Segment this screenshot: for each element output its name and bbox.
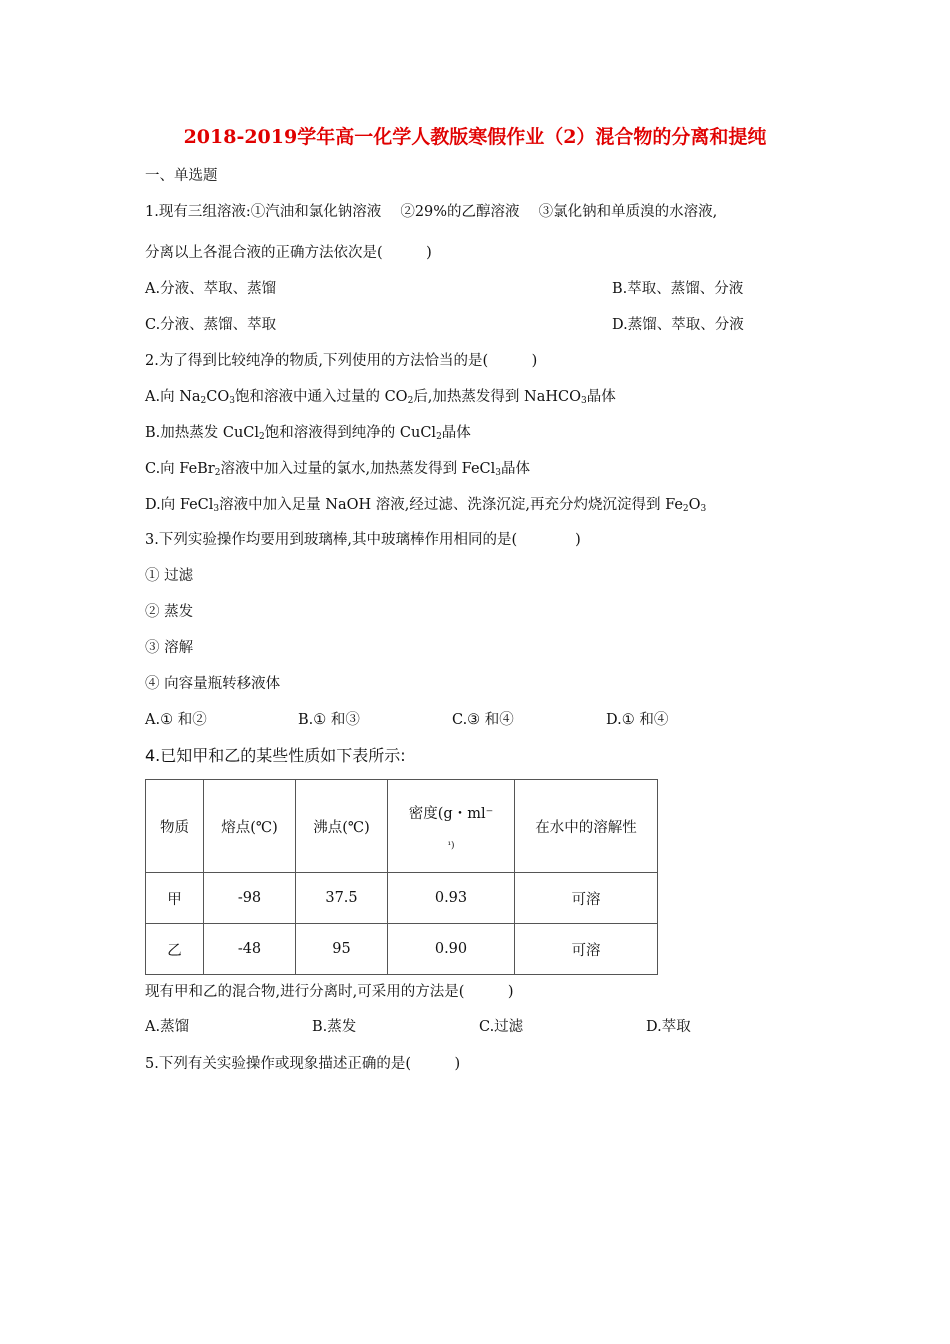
table-row — [146, 924, 658, 975]
q3-option-d: D.① 和④ — [606, 712, 669, 728]
q4-option-b: B.蒸发 — [312, 1019, 357, 1035]
table-cell: 0.90 — [388, 924, 515, 975]
properties-table — [145, 779, 658, 975]
q2-option-b: B.加热蒸发 CuCl$_2$饱和溶液得到纯净的 CuCl$_2$晶体 — [145, 425, 471, 442]
table-header-cell: 熔点(℃) — [204, 780, 296, 873]
document-title: 2018-2019学年高一化学人教版寒假作业（2）混合物的分离和提纯 — [183, 126, 767, 148]
table-cell: 甲 — [146, 873, 204, 924]
density-header-line2: ¹) — [447, 840, 455, 851]
q1-option-d: D.蒸馏、萃取、分液 — [612, 317, 744, 333]
q2-stem: 2.为了得到比较纯净的物质,下列使用的方法恰当的是( ) — [145, 353, 538, 369]
q2-option-a: A.向 $Na_2CO_3$饱和溶液中通入过量的 $CO_2$后,加热蒸发得到 NaHCO$_3$晶体 — [145, 389, 616, 406]
q4-stem: 4.已知甲和乙的某些性质如下表所示: — [145, 746, 406, 765]
table-cell: 0.93 — [388, 873, 515, 924]
table-header-cell — [388, 780, 515, 873]
q1-option-a: A.分液、萃取、蒸馏 — [145, 281, 277, 297]
q1-option-b: B.萃取、蒸馏、分液 — [612, 281, 744, 297]
table-cell: -98 — [204, 873, 296, 924]
table-cell: 可溶 — [515, 924, 658, 975]
q3-option-a: A.① 和② — [145, 712, 207, 728]
table-header-cell: 沸点(℃) — [296, 780, 388, 873]
section-heading: 一、单选题 — [145, 168, 218, 184]
q3-item-1: ① 过滤 — [145, 568, 194, 584]
table-cell: -48 — [204, 924, 296, 975]
table-header-cell: 在水中的溶解性 — [515, 780, 658, 873]
q4-followup: 现有甲和乙的混合物,进行分离时,可采用的方法是( ) — [145, 984, 514, 1000]
q2-option-d: D.向 FeCl$_3$溶液中加入足量 NaOH 溶液,经过滤、洗涤沉淀,再充分灼烧沉淀得到 $Fe_2O_3$ — [145, 497, 707, 514]
q3-stem: 3.下列实验操作均要用到玻璃棒,其中玻璃棒作用相同的是( ) — [145, 532, 581, 548]
density-header-line1: 密度(g・ml⁻ — [408, 805, 494, 822]
q1-option-c: C.分液、蒸馏、萃取 — [145, 317, 277, 333]
table-row — [146, 873, 658, 924]
table-header-row — [146, 780, 658, 873]
table-cell: 95 — [296, 924, 388, 975]
table-cell: 37.5 — [296, 873, 388, 924]
q4-option-a: A.蒸馏 — [145, 1019, 190, 1035]
q3-option-c: C.③ 和④ — [452, 712, 514, 728]
q3-option-b: B.① 和③ — [298, 712, 360, 728]
q2-option-c: C.向 FeBr$_2$溶液中加入过量的氯水,加热蒸发得到 FeCl$_3$晶体 — [145, 461, 531, 478]
q4-option-c: C.过滤 — [479, 1019, 524, 1035]
table-cell: 可溶 — [515, 873, 658, 924]
q4-option-d: D.萃取 — [646, 1019, 691, 1035]
q1-stem-line2: 分离以上各混合液的正确方法依次是( ) — [145, 245, 432, 261]
q3-item-4: ④ 向容量瓶转移液体 — [145, 676, 281, 692]
q5-stem: 5.下列有关实验操作或现象描述正确的是( ) — [145, 1056, 461, 1072]
table-header-cell: 物质 — [146, 780, 204, 873]
q1-stem-line1: 1.现有三组溶液:①汽油和氯化钠溶液 ②29%的乙醇溶液 ③氯化钠和单质溴的水溶液, — [145, 204, 718, 220]
table-cell: 乙 — [146, 924, 204, 975]
q3-item-3: ③ 溶解 — [145, 640, 194, 656]
q3-item-2: ② 蒸发 — [145, 604, 194, 620]
